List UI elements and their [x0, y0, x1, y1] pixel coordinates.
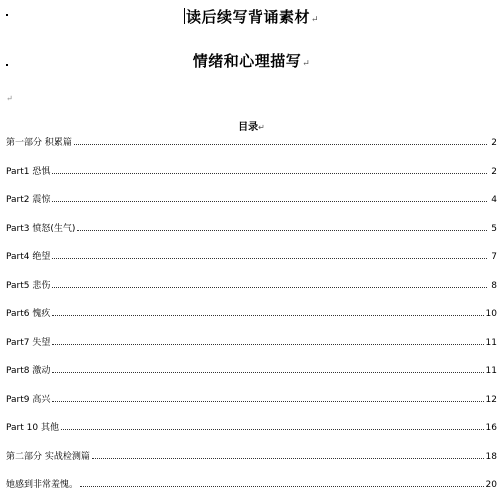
toc-entry-page-number[interactable]: 12: [485, 394, 497, 405]
toc-entry-page-number[interactable]: 8: [491, 280, 497, 291]
toc-heading-text[interactable]: 目录: [238, 122, 259, 133]
toc-dot-leader: [52, 315, 483, 316]
toc-entry[interactable]: [6, 220, 497, 234]
toc-entry[interactable]: [6, 362, 497, 376]
toc-entry[interactable]: [6, 391, 497, 405]
toc-entry[interactable]: [6, 277, 497, 291]
toc-dot-leader: [52, 344, 483, 345]
toc-entry-page-number[interactable]: 7: [491, 252, 497, 262]
toc-dot-leader: [52, 258, 487, 259]
toc-dot-leader: [92, 458, 484, 459]
toc-entry[interactable]: [6, 191, 497, 205]
paragraph-mark-icon: ↵: [302, 59, 311, 69]
toc-entry[interactable]: [6, 163, 497, 177]
toc-entry[interactable]: [6, 248, 497, 262]
toc-dot-leader: [52, 287, 487, 288]
toc-entry[interactable]: [6, 334, 497, 348]
toc-entry-page-number[interactable]: 11: [485, 337, 497, 348]
toc-entry-page-number[interactable]: 10: [485, 309, 497, 319]
toc-dot-leader: [74, 144, 487, 145]
toc-entry-page-number[interactable]: 11: [485, 366, 497, 376]
document-title[interactable]: [0, 6, 503, 27]
toc-entry-label[interactable]: Part9 高兴: [6, 394, 51, 405]
toc-entry-page-number[interactable]: 20: [485, 480, 497, 490]
toc-dot-leader: [61, 429, 484, 430]
toc-dot-leader: [80, 486, 484, 487]
title-text[interactable]: 读后续写背诵素材: [185, 8, 310, 26]
toc-dot-leader: [52, 372, 483, 373]
subtitle-text[interactable]: 情绪和心理描写: [192, 52, 302, 70]
toc-entry-page-number[interactable]: 2: [491, 138, 497, 148]
toc-entry-label[interactable]: 她感到非常羞愧。: [6, 480, 79, 490]
toc-entry-label[interactable]: 第一部分 积累篇: [6, 138, 72, 148]
paragraph-mark-icon: ↵: [258, 123, 265, 132]
toc-entry-label[interactable]: Part3 愤怒(生气): [6, 223, 76, 234]
toc-entry-label[interactable]: Part 10 其他: [6, 423, 59, 433]
toc-dot-leader: [52, 201, 487, 202]
toc-entry[interactable]: [6, 134, 497, 148]
toc-entry[interactable]: [6, 476, 497, 490]
toc-entry[interactable]: [6, 448, 497, 462]
toc-dot-leader: [52, 401, 483, 402]
toc-dot-leader: [77, 230, 487, 231]
text-cursor: [184, 8, 185, 24]
toc-entry-page-number[interactable]: 16: [485, 423, 497, 433]
paragraph-mark-icon: ↵: [310, 15, 320, 25]
toc-entry-page-number[interactable]: 4: [491, 195, 497, 205]
toc-entry[interactable]: [6, 305, 497, 319]
toc-entry-label[interactable]: Part6 愧疚: [6, 309, 51, 319]
toc-heading[interactable]: [0, 118, 503, 133]
toc-entry[interactable]: [6, 419, 497, 433]
toc-entry-label[interactable]: Part7 失望: [6, 337, 51, 348]
toc-entry-label[interactable]: Part5 悲伤: [6, 280, 51, 291]
empty-paragraph-mark-icon: ↵: [6, 94, 13, 103]
toc-entry-label[interactable]: Part1 恐惧: [6, 166, 51, 177]
toc-entry-label[interactable]: Part4 绝望: [6, 252, 51, 262]
toc-dot-leader: [52, 173, 487, 174]
document-subtitle[interactable]: [0, 50, 503, 71]
toc-entry-page-number[interactable]: 18: [485, 451, 497, 462]
toc-entry-label[interactable]: Part8 激动: [6, 366, 51, 376]
toc-entry-page-number[interactable]: 2: [491, 166, 497, 177]
toc-entry-label[interactable]: Part2 震惊: [6, 195, 51, 205]
toc-entry-page-number[interactable]: 5: [491, 223, 497, 234]
toc-entry-label[interactable]: 第二部分 实战检测篇: [6, 451, 90, 462]
